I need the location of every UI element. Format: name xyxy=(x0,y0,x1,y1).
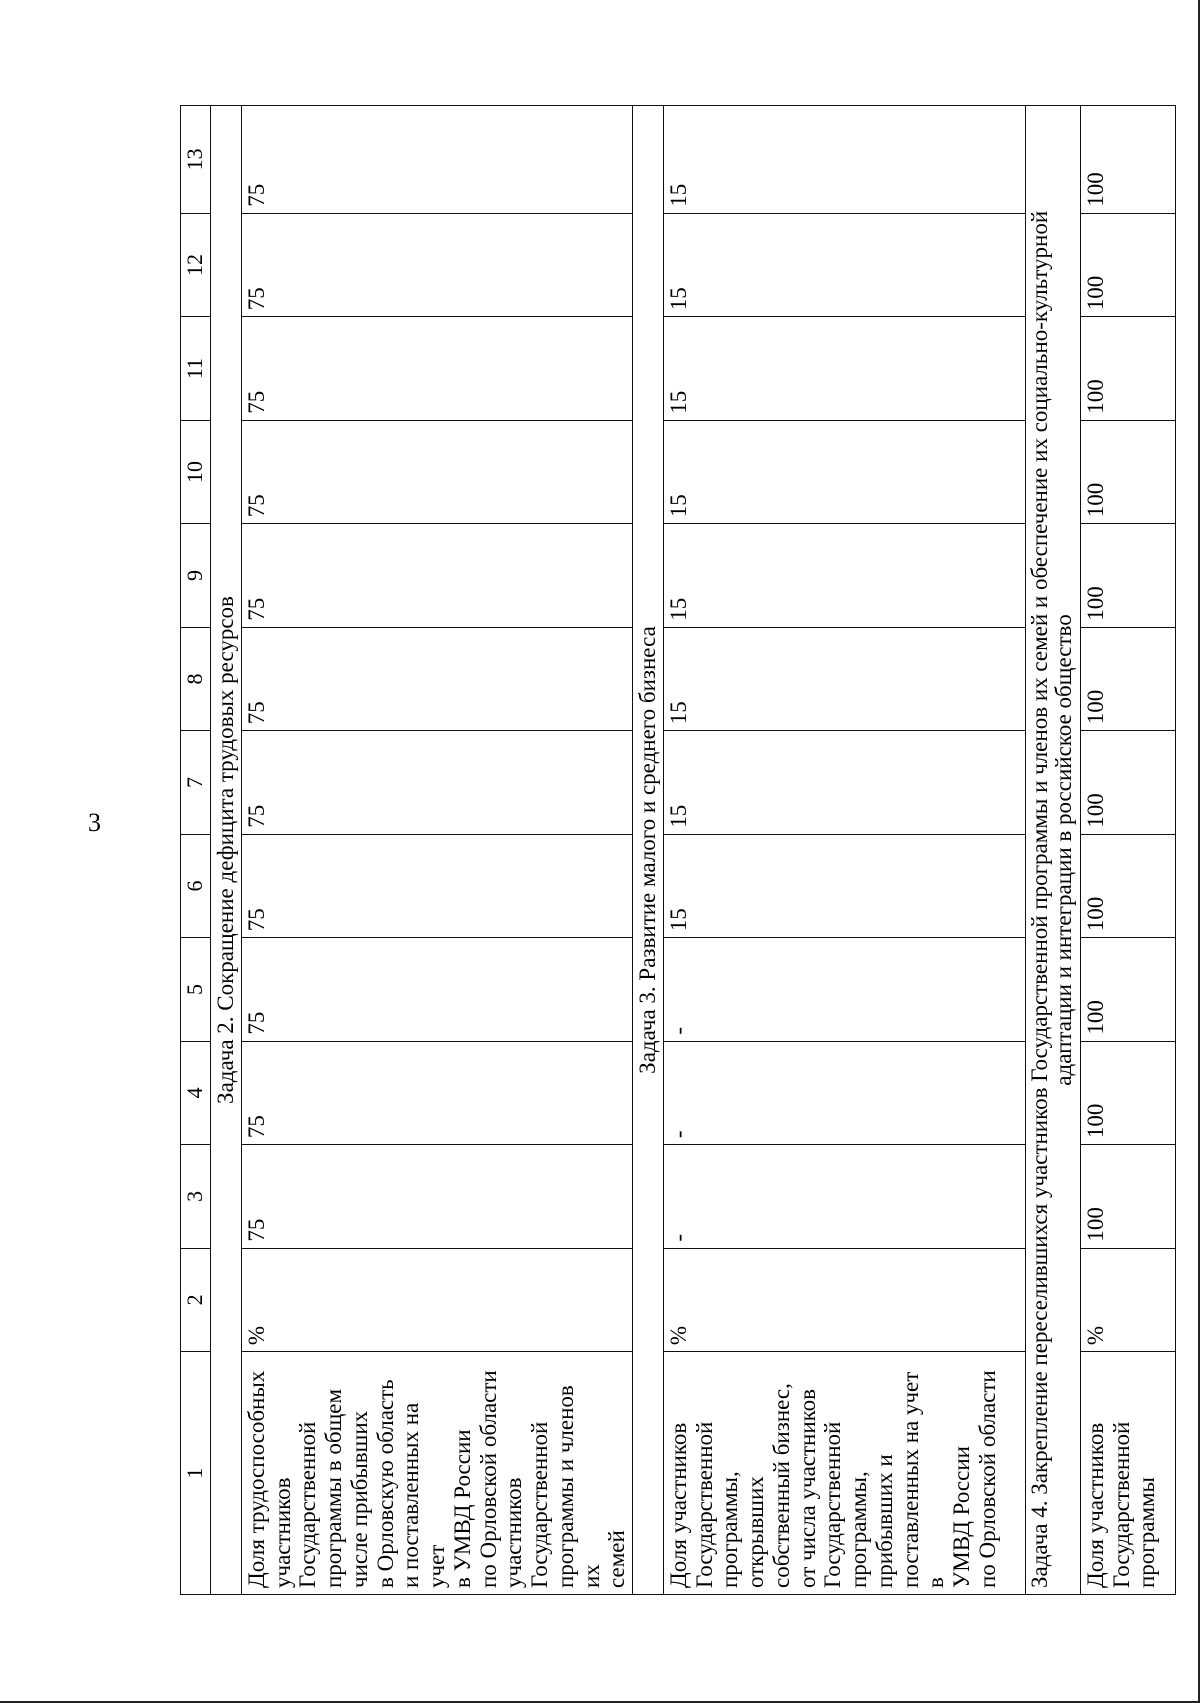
value-cell: 100 xyxy=(1080,106,1175,214)
unit-cell: % xyxy=(241,1248,632,1351)
value-cell: 100 xyxy=(1080,731,1175,834)
indicator-name-line: в Орловскую область xyxy=(372,1379,398,1588)
value-cell: 100 xyxy=(1080,1145,1175,1248)
value-cell: 15 xyxy=(663,213,1025,316)
value-cell: 15 xyxy=(663,627,1025,730)
page-number: 3 xyxy=(88,808,101,837)
indicator-row xyxy=(663,106,1025,1595)
indicator-name-line: по Орловской области xyxy=(974,1370,1000,1588)
rotated-table-wrapper xyxy=(180,105,1160,1595)
indicator-name-line: Государственной xyxy=(295,1421,321,1588)
value-cell: 100 xyxy=(1080,524,1175,627)
task-heading-row xyxy=(633,106,664,1595)
value-cell: 75 xyxy=(241,731,632,834)
indicator-name-line: по Орловской области xyxy=(475,1370,501,1588)
column-header: 8 xyxy=(181,627,211,730)
value-cell: 75 xyxy=(241,1041,632,1144)
value-cell: 75 xyxy=(241,317,632,420)
indicator-name-line: Доля участников xyxy=(665,1422,691,1588)
value-cell: 100 xyxy=(1080,1041,1175,1144)
indicator-name-line: Государственной xyxy=(691,1421,717,1588)
column-header: 11 xyxy=(181,317,211,420)
column-header: 10 xyxy=(181,420,211,523)
task-title: Задача 3. Развитие малого и среднего бизнеса xyxy=(635,626,660,1074)
value-cell: 100 xyxy=(1080,834,1175,937)
indicator-name-line: УМВД России xyxy=(949,1446,974,1588)
value-cell: 75 xyxy=(241,213,632,316)
column-header: 13 xyxy=(181,106,211,214)
indicator-name-line: участников xyxy=(501,1477,527,1588)
value-cell: 75 xyxy=(241,834,632,937)
column-header: 12 xyxy=(181,213,211,316)
column-header: 3 xyxy=(181,1145,211,1248)
indicator-name-line: прибывших и xyxy=(871,1454,897,1588)
value-cell: 15 xyxy=(663,731,1025,834)
indicator-name xyxy=(241,1352,632,1595)
value-cell: 75 xyxy=(241,627,632,730)
column-header: 4 xyxy=(181,1041,211,1144)
column-header: 9 xyxy=(181,524,211,627)
indicator-row xyxy=(241,106,632,1595)
indicator-name-line: программы и членов их xyxy=(552,1385,604,1588)
indicator-name-line: Государственной xyxy=(820,1421,846,1588)
column-header: 5 xyxy=(181,938,211,1041)
unit-cell: % xyxy=(1080,1248,1175,1351)
indicator-row xyxy=(1080,106,1175,1595)
unit-cell: % xyxy=(663,1248,1025,1351)
indicator-name-line: собственный бизнес, xyxy=(768,1383,794,1588)
indicator-name xyxy=(1080,1352,1175,1595)
value-cell: 100 xyxy=(1080,213,1175,316)
column-header: 6 xyxy=(181,834,211,937)
value-cell: 75 xyxy=(241,938,632,1041)
indicator-name-line: поставленных на учет в xyxy=(897,1371,949,1588)
value-cell: 100 xyxy=(1080,420,1175,523)
value-cell: 75 xyxy=(241,1145,632,1248)
column-header: 2 xyxy=(181,1248,211,1351)
value-cell: - xyxy=(663,1145,1025,1248)
value-cell: 15 xyxy=(663,524,1025,627)
value-cell: 15 xyxy=(663,420,1025,523)
indicator-name-line: числе прибывших xyxy=(346,1410,372,1588)
task-title: Задача 2. Сокращение дефицита трудовых ресурсов xyxy=(213,596,238,1104)
indicator-name-line: программы в общем xyxy=(321,1388,346,1588)
value-cell: 15 xyxy=(663,317,1025,420)
indicator-name-line: программы, открывших xyxy=(717,1471,768,1588)
value-cell: 100 xyxy=(1080,938,1175,1041)
task-title-line2: адаптации и интеграции в российское общество xyxy=(1050,614,1076,1086)
task-heading-row xyxy=(211,106,242,1595)
indicator-name-line: семей xyxy=(604,1530,630,1588)
indicator-name xyxy=(663,1352,1025,1595)
header-row xyxy=(181,106,211,1595)
indicator-name-line: и поставленных на учет xyxy=(398,1402,449,1588)
value-cell: 75 xyxy=(241,106,632,214)
value-cell: - xyxy=(663,938,1025,1041)
task-heading xyxy=(211,106,242,1595)
indicator-table xyxy=(180,105,1176,1595)
indicator-name-line: в УМВД России xyxy=(449,1429,475,1588)
value-cell: - xyxy=(663,1041,1025,1144)
indicator-name-line: Доля участников xyxy=(1082,1422,1108,1588)
value-cell: 75 xyxy=(241,420,632,523)
task-title: Задача 4. Закрепление переселившихся участников Государственной программы и членов их семей и обеспечение их социально-культурной xyxy=(1026,210,1052,1588)
indicator-name-line: от числа участников xyxy=(794,1388,820,1588)
value-cell: 100 xyxy=(1080,317,1175,420)
value-cell: 100 xyxy=(1080,627,1175,730)
task-heading-row xyxy=(1025,106,1080,1595)
task-heading xyxy=(1025,106,1080,1595)
task-heading xyxy=(633,106,664,1595)
value-cell: 15 xyxy=(663,106,1025,214)
indicator-name-line: участников xyxy=(269,1477,295,1588)
indicator-name-line: Государственной xyxy=(1108,1421,1134,1588)
value-cell: 75 xyxy=(241,524,632,627)
indicator-name-line: программы xyxy=(1134,1476,1160,1588)
column-header: 1 xyxy=(181,1352,211,1595)
indicator-name-line: Государственной xyxy=(527,1421,552,1588)
column-header: 7 xyxy=(181,731,211,834)
value-cell: 15 xyxy=(663,834,1025,937)
indicator-name-line: программы, xyxy=(846,1471,871,1588)
indicator-name-line: Доля трудоспособных xyxy=(243,1370,269,1588)
